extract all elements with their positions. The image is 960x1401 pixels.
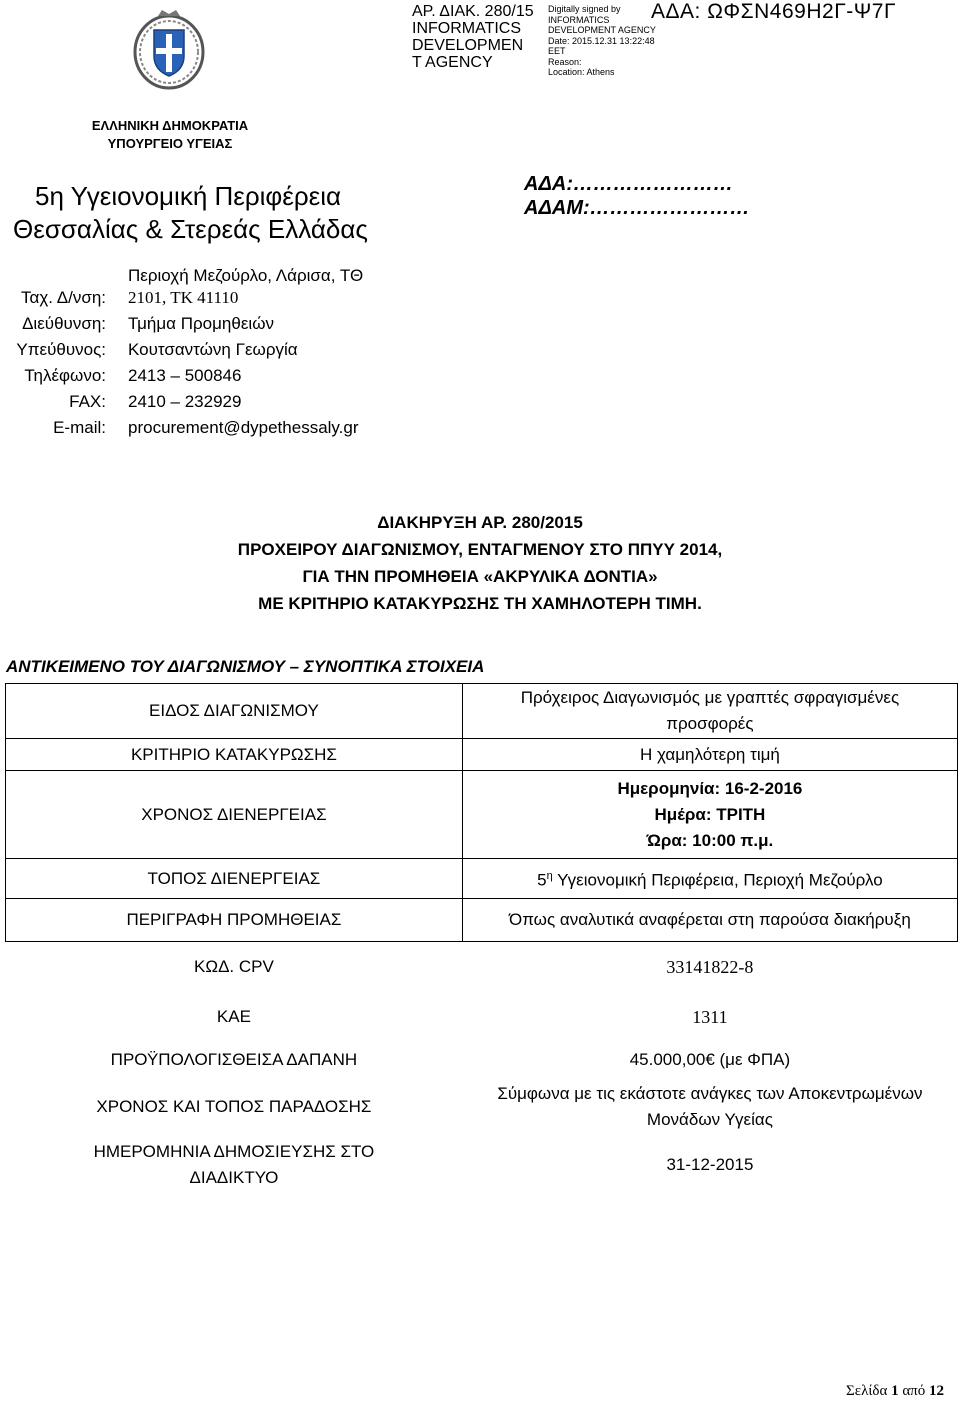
row-value: Όπως αναλυτικά αναφέρεται στη παρούσα διακήρυξη bbox=[462, 899, 957, 942]
signature-line6: Reason: bbox=[548, 56, 582, 67]
title-line4: ΜΕ ΚΡΙΤΗΡΙΟ ΚΑΤΑΚΥΡΩΣΗΣ ΤΗ ΧΑΜΗΛΟΤΕΡΗ ΤΙΜΗ. bbox=[258, 594, 702, 613]
signature-line4: Date: 2015.12.31 13:22:48 bbox=[548, 35, 655, 46]
title-line1: ΔΙΑΚΗΡΥΞΗ ΑΡ. 280/2015 bbox=[377, 513, 583, 532]
region-number: 5 bbox=[537, 870, 547, 890]
signature-line3: DEVELOPMENT AGENCY bbox=[548, 25, 656, 35]
time-value: Ώρα: 10:00 π.μ. bbox=[646, 830, 774, 850]
table-row bbox=[6, 899, 958, 942]
region-location: Υγειονομική Περιφέρεια, Περιοχή Μεζούρλο bbox=[552, 870, 883, 890]
row-label-line: ΗΜΕΡΟΜΗΝΙΑ ΔΗΜΟΣΙΕΥΣΗΣ ΣΤΟ bbox=[93, 1141, 375, 1161]
adam-field: ΑΔΑΜ:…………………… bbox=[524, 197, 750, 219]
title-line2: ΠΡΟΧΕΙΡΟΥ ΔΙΑΓΩΝΙΣΜΟΥ, ΕΝΤΑΓΜΕΝΟΥ ΣΤΟ ΠΠΥΥ 2014, bbox=[237, 540, 723, 559]
dept-value: Τμήμα Προμηθειών bbox=[128, 314, 274, 333]
row-label: ΚΑΕ bbox=[216, 1006, 251, 1026]
table-row bbox=[6, 771, 958, 859]
table-row bbox=[6, 859, 958, 899]
row-label bbox=[6, 1136, 463, 1194]
header-ref-line4: T AGENCY bbox=[412, 54, 493, 71]
notice-title bbox=[0, 509, 960, 617]
row-label: ΧΡΟΝΟΣ ΚΑΙ ΤΟΠΟΣ ΠΑΡΑΔΟΣΗΣ bbox=[96, 1096, 372, 1116]
table-row bbox=[6, 1136, 958, 1194]
row-value bbox=[462, 1078, 957, 1136]
row-value: 1311 bbox=[692, 1006, 728, 1027]
table-row bbox=[6, 942, 958, 992]
row-value-line: Πρόχειρος Διαγωνισμός με γραπτές σφραγισμένες bbox=[520, 688, 900, 707]
row-value-line: Σύμφωνα με τις εκάστοτε ανάγκες των Αποκεντρωμένων bbox=[497, 1083, 923, 1103]
table-row bbox=[6, 1042, 958, 1078]
row-label: ΤΟΠΟΣ ΔΙΕΝΕΡΓΕΙΑΣ bbox=[6, 859, 463, 899]
table-row bbox=[6, 992, 958, 1042]
region-line1: 5η Υγειονομική Περιφέρεια bbox=[35, 181, 342, 211]
signature-line7: Location: Athens bbox=[548, 67, 615, 77]
authority-line2: ΥΠΟΥΡΓΕΙΟ ΥΓΕΙΑΣ bbox=[107, 136, 233, 151]
title-line3: ΓΙΑ ΤΗΝ ΠΡΟΜΗΘΕΙΑ «ΑΚΡΥΛΙΚΑ ΔΟΝΤΙΑ» bbox=[302, 567, 658, 586]
table-row bbox=[6, 684, 958, 739]
email-link[interactable]: procurement@dypethessaly.gr bbox=[128, 418, 359, 437]
page-word: Σελίδα bbox=[846, 1383, 888, 1399]
row-label: ΠΕΡΙΓΡΑΦΗ ΠΡΟΜΗΘΕΙΑΣ bbox=[6, 899, 463, 942]
signature-line1: Digitally signed by bbox=[548, 4, 621, 14]
address-value: 2101, ΤΚ 41110 bbox=[128, 288, 239, 307]
header-ref-block bbox=[412, 3, 534, 71]
row-label: ΠΡΟΫΠΟΛΟΓΙΣΘΕΙΣΑ ΔΑΠΑΝΗ bbox=[110, 1049, 358, 1069]
row-value bbox=[462, 859, 957, 899]
row-value bbox=[462, 771, 957, 859]
ada-fields bbox=[524, 172, 750, 220]
total-pages: 12 bbox=[929, 1383, 944, 1399]
row-value: 33141822-8 bbox=[666, 956, 754, 977]
current-page: 1 bbox=[891, 1383, 899, 1399]
email-label: E-mail: bbox=[53, 418, 106, 437]
header-ref-line3: DEVELOPMEN bbox=[412, 37, 524, 54]
header-ref-line2: INFORMATICS bbox=[412, 20, 522, 37]
signature-line2: INFORMATICS bbox=[548, 14, 610, 25]
fax-label: FAX: bbox=[69, 392, 106, 411]
row-value: 31-12-2015 bbox=[666, 1154, 754, 1174]
authority-block bbox=[0, 117, 340, 153]
digital-signature bbox=[548, 4, 656, 78]
table-row bbox=[6, 739, 958, 771]
responsible-value: Κουτσαντώνη Γεωργία bbox=[128, 340, 298, 359]
address-label: Ταχ. Δ/νση: bbox=[20, 288, 106, 307]
phone-label: Τηλέφωνο: bbox=[24, 366, 106, 385]
of-word: από bbox=[902, 1383, 926, 1399]
ada-field: ΑΔΑ:…………………… bbox=[524, 173, 733, 195]
row-value-line: προσφορές bbox=[666, 714, 754, 733]
region-line2: Θεσσαλίας & Στερεάς Ελλάδας bbox=[13, 214, 368, 244]
authority-line1: ΕΛΛΗΝΙΚΗ ΔΗΜΟΚΡΑΤΙΑ bbox=[91, 118, 249, 133]
row-label-line: ΔΙΑΔΙΚΤΥΟ bbox=[189, 1167, 279, 1187]
header-ada: ΑΔΑ: ΩΦΣΝ469Η2Γ-Ψ7Γ bbox=[651, 0, 897, 23]
region-ordinal: η bbox=[546, 870, 553, 883]
row-label: ΕΙΔΟΣ ΔΙΑΓΩΝΙΣΜΟΥ bbox=[6, 684, 463, 739]
phone-value: 2413 – 500846 bbox=[128, 366, 242, 385]
subject-heading: ΑΝΤΙΚΕΙΜΕΝΟ ΤΟΥ ΔΙΑΓΩΝΙΣΜΟΥ – ΣΥΝΟΠΤΙΚΑ ΣΤΟΙΧΕΙΑ bbox=[6, 657, 485, 676]
day-value: Ημέρα: ΤΡΙΤΗ bbox=[654, 804, 766, 824]
header-ref-line1: ΑΡ. ΔΙΑΚ. 280/15 bbox=[412, 3, 534, 20]
greek-emblem-icon bbox=[132, 8, 206, 90]
row-value-line: Μονάδων Υγείας bbox=[646, 1109, 773, 1129]
row-value bbox=[462, 684, 957, 739]
table-row bbox=[6, 1078, 958, 1136]
responsible-label: Υπεύθυνος: bbox=[16, 340, 106, 359]
contact-area: Περιοχή Μεζούρλο, Λάρισα, ΤΘ bbox=[128, 266, 364, 285]
fax-value: 2410 – 232929 bbox=[128, 392, 242, 411]
region-block bbox=[13, 180, 368, 246]
row-label: ΚΡΙΤΗΡΙΟ ΚΑΤΑΚΥΡΩΣΗΣ bbox=[6, 739, 463, 771]
row-label: ΚΩΔ. CPV bbox=[194, 956, 274, 976]
dept-label: Διεύθυνση: bbox=[22, 314, 106, 333]
contact-block bbox=[0, 263, 520, 443]
row-value: 45.000,00€ (με ΦΠΑ) bbox=[629, 1049, 791, 1069]
row-label: ΧΡΟΝΟΣ ΔΙΕΝΕΡΓΕΙΑΣ bbox=[6, 771, 463, 859]
signature-line5: EET bbox=[548, 46, 566, 56]
date-value: Ημερομηνία: 16-2-2016 bbox=[617, 778, 803, 798]
row-value: Η χαμηλότερη τιμή bbox=[462, 739, 957, 771]
page-number bbox=[846, 1383, 944, 1400]
summary-table bbox=[5, 683, 958, 1194]
